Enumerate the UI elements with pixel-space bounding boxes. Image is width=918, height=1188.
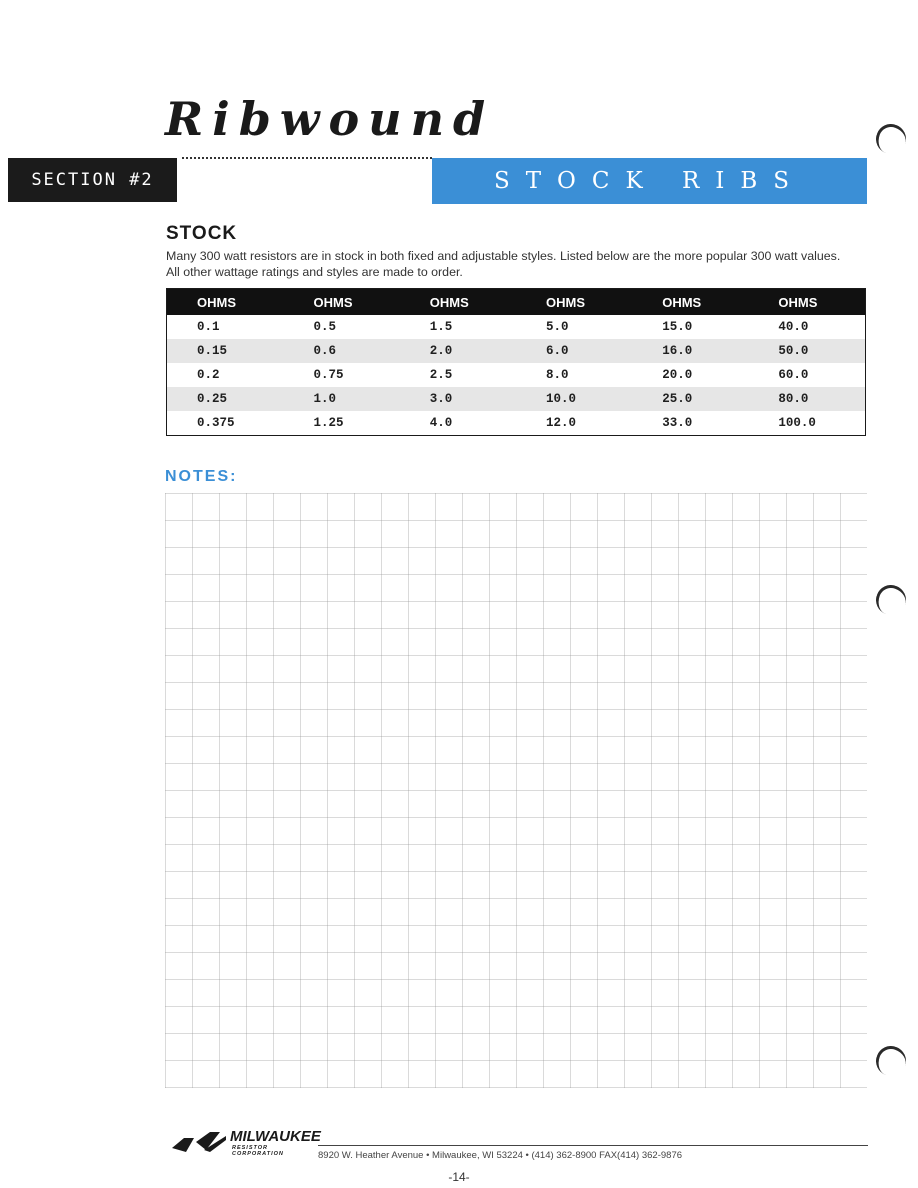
table-cell: 5.0 [545,320,569,334]
binder-hole-icon [872,1042,910,1080]
dotted-divider [182,157,432,159]
table-row [167,339,866,363]
table-cell: 1.25 [313,416,344,430]
binder-hole-icon [872,581,910,619]
logo-mark-icon [170,1128,228,1154]
table-cell: 25.0 [632,387,748,411]
table-cell: 60.0 [778,368,809,382]
table-cell: 1.0 [284,387,400,411]
table-row [167,411,866,436]
table-cell: 0.5 [313,320,337,334]
table-cell: 16.0 [632,339,748,363]
section-tab: SECTION #2 [8,158,177,202]
table-cell: 80.0 [748,387,865,411]
column-header: OHMS [516,289,632,316]
company-logo [170,1128,320,1158]
column-header: OHMS [400,289,516,316]
table-cell: 15.0 [662,320,693,334]
table-cell: 12.0 [545,416,576,430]
column-header: OHMS [748,289,865,316]
notes-heading: NOTES: [165,468,238,485]
table-cell: 2.0 [400,339,516,363]
table-cell: 100.0 [778,416,816,430]
logo-name: MILWAUKEE [230,1128,321,1145]
table-cell: 40.0 [778,320,809,334]
table-cell: 3.0 [400,387,516,411]
ohms-table [166,288,866,436]
table-cell: 50.0 [748,339,865,363]
notes-grid [165,493,867,1088]
table-cell: 33.0 [662,416,693,430]
stock-description: Many 300 watt resistors are in stock in both fixed and adjustable styles. Listed below are the more popular 300 watt values. All other wattage ratings and styles are made to order. [166,249,841,279]
table-cell: 4.0 [429,416,453,430]
page-number: -14- [448,1170,470,1184]
table-cell: 0.1 [197,320,220,334]
table-cell: 1.5 [429,320,453,334]
table-cell: 0.375 [197,416,235,430]
binder-hole-icon [872,120,910,158]
table-cell: 0.25 [167,387,284,411]
section-title-band: STOCK RIBS [432,158,867,204]
table-cell: 2.5 [429,368,453,382]
column-header: OHMS [284,289,400,316]
footer-rule [318,1145,868,1146]
page-title: Ribwound [165,92,495,146]
table-row [167,363,866,387]
stock-heading: STOCK [166,223,238,244]
footer-address: 8920 W. Heather Avenue • Milwaukee, WI 53224 • (414) 362-8900 FAX(414) 362-9876 [318,1150,683,1161]
logo-subtitle: RESISTOR CORPORATION [232,1145,284,1157]
column-header: OHMS [632,289,748,316]
table-row [167,315,866,339]
table-header-row [167,289,866,316]
column-header: OHMS [167,289,284,316]
table-cell: 0.75 [313,368,344,382]
table-cell: 20.0 [662,368,693,382]
table-cell: 8.0 [545,368,569,382]
table-cell: 0.15 [167,339,284,363]
table-cell: 10.0 [516,387,632,411]
table-cell: 0.6 [284,339,400,363]
table-cell: 6.0 [516,339,632,363]
table-row [167,387,866,411]
table-cell: 0.2 [197,368,220,382]
